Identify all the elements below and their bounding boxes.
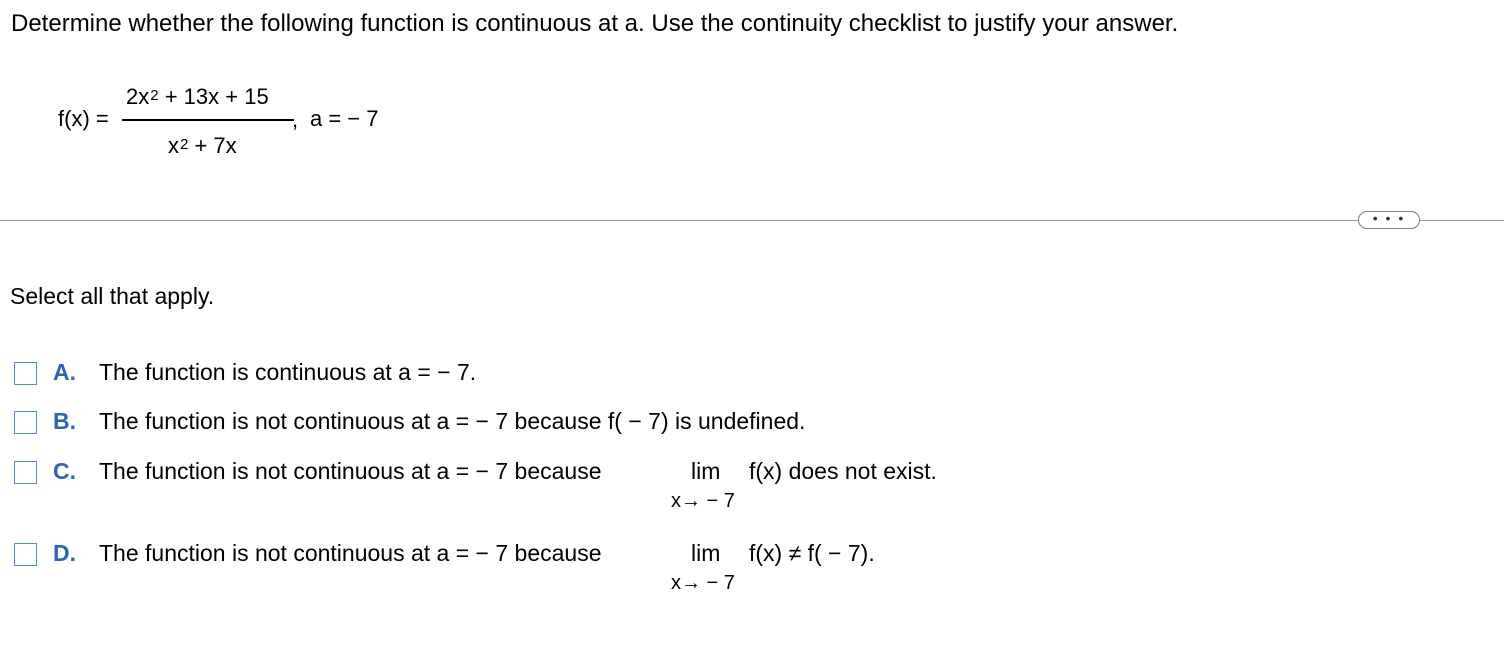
option-a-text: The function is continuous at a = − 7.: [99, 359, 477, 385]
option-d-lim-subscript: x→ − 7: [671, 572, 735, 594]
function-comma: ,: [292, 107, 299, 132]
denominator-exponent: 2: [180, 136, 189, 153]
checkbox-d[interactable]: [14, 543, 37, 566]
option-d-lim: lim: [691, 540, 721, 566]
section-divider: [0, 220, 1504, 221]
a-value: a = − 7: [310, 106, 379, 131]
numerator-term: 2x: [126, 84, 150, 109]
option-c-letter: C.: [53, 458, 76, 484]
function-lhs: f(x) =: [58, 106, 109, 131]
option-d-text: The function is not continuous at a = − 7 because: [99, 540, 602, 566]
numerator-rest: + 13x + 15: [158, 84, 269, 109]
option-b-text: The function is not continuous at a = − 7 because f( − 7) is undefined.: [99, 408, 806, 434]
fraction-numerator: [126, 84, 269, 110]
fraction-bar: [122, 119, 294, 121]
option-c-after: f(x) does not exist.: [749, 458, 937, 484]
option-c-text: The function is not continuous at a = − 7 because: [99, 458, 602, 484]
option-d-letter: D.: [53, 540, 76, 566]
option-a-letter: A.: [53, 359, 76, 385]
numerator-exponent: 2: [150, 87, 159, 104]
checkbox-b[interactable]: [14, 411, 37, 434]
option-c-lim: lim: [691, 458, 721, 484]
denominator-term: x: [168, 133, 179, 158]
instruction-text: Select all that apply.: [10, 283, 215, 309]
question-text: Determine whether the following function is continuous at a. Use the continuity checklist to justify your answer.: [11, 10, 1179, 37]
checkbox-a[interactable]: [14, 362, 37, 385]
checkbox-c[interactable]: [14, 461, 37, 484]
denominator-rest: + 7x: [188, 133, 237, 158]
option-d-after: f(x) ≠ f( − 7).: [749, 540, 875, 566]
option-c-lim-subscript: x→ − 7: [671, 490, 735, 512]
option-b-letter: B.: [53, 408, 76, 434]
more-options-button[interactable]: • • •: [1358, 211, 1420, 229]
fraction-denominator: [168, 133, 237, 159]
